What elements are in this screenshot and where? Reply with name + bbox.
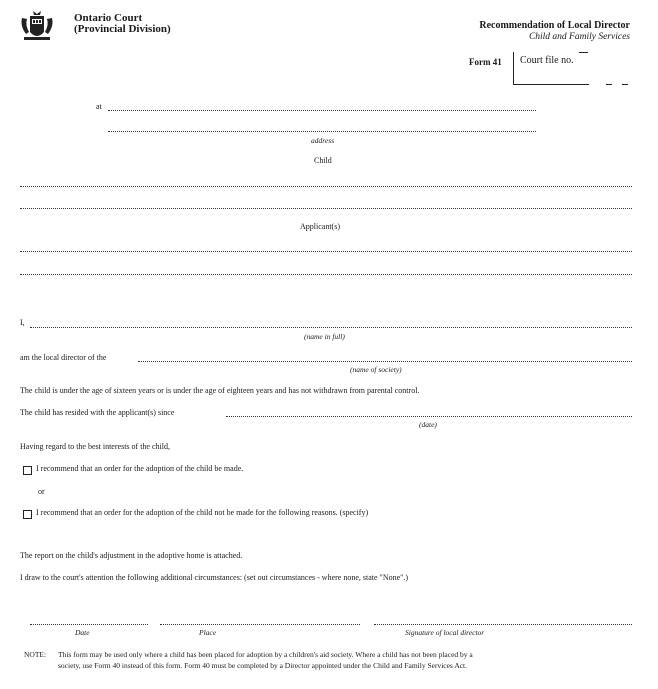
option-recommend: I recommend that an order for the adoption of the child be made. — [36, 464, 244, 473]
child-name-line-1[interactable] — [20, 186, 632, 187]
applicant-name-line-1[interactable] — [20, 251, 632, 252]
address-label: address — [311, 136, 335, 145]
court-file-tick — [579, 52, 588, 53]
name-of-society-label: (name of society) — [350, 365, 402, 374]
applicant-name-line-2[interactable] — [20, 274, 632, 275]
director-name-line[interactable] — [30, 327, 632, 328]
child-name-line-2[interactable] — [20, 208, 632, 209]
signature-label: Signature of local director — [405, 628, 485, 637]
ontario-coat-of-arms-icon — [18, 10, 56, 44]
court-file-tick — [545, 84, 553, 85]
place-sig-label: Place — [199, 628, 217, 637]
note-line-1: This form may be used only where a child has been placed for adoption by a children's aid society. Where a child has not been placed by a — [58, 650, 473, 659]
having-regard: Having regard to the best interests of the child, — [20, 442, 170, 451]
court-address-line-1[interactable] — [108, 110, 536, 111]
place-signature-line[interactable] — [160, 624, 360, 625]
or-label: or — [38, 487, 45, 496]
form-number: Form 41 — [469, 57, 502, 67]
not-recommend-checkbox[interactable] — [23, 510, 32, 519]
i-label: I, — [20, 318, 25, 327]
recommend-checkbox[interactable] — [23, 466, 32, 475]
society-name-line[interactable] — [138, 361, 632, 362]
name-in-full-label: (name in full) — [304, 332, 345, 341]
court-name: Ontario Court — [74, 12, 143, 24]
court-file-box[interactable] — [513, 52, 589, 85]
note-line-2: society, use Form 40 instead of this form. Form 40 must be completed by a Director appointed under the Child and Family Services Act. — [58, 661, 468, 670]
resided-prefix: The child has resided with the applicant(s) since — [20, 408, 175, 417]
local-director-prefix: am the local director of the — [20, 353, 107, 362]
report-attached: The report on the child's adjustment in the adoptive home is attached. — [20, 551, 243, 560]
applicants-label: Applicant(s) — [300, 222, 340, 231]
form-title: Recommendation of Local Director — [479, 20, 630, 31]
note-label: NOTE: — [24, 650, 47, 659]
director-signature-line[interactable] — [374, 624, 632, 625]
court-file-tick — [622, 84, 628, 85]
date-label: (date) — [419, 420, 437, 429]
date-signature-line[interactable] — [30, 624, 148, 625]
child-label: Child — [314, 156, 332, 165]
age-statement: The child is under the age of sixteen years or is under the age of eighteen years and has not withdrawn from parental control. — [20, 386, 420, 395]
at-label: at — [96, 102, 102, 111]
draw-attention: I draw to the court's attention the following additional circumstances: (set out circumstances - where none, state "None".) — [20, 573, 409, 582]
date-sig-label: Date — [75, 628, 90, 637]
option-not-recommend: I recommend that an order for the adoption of the child not be made for the following reasons. (specify) — [36, 508, 369, 517]
court-division: (Provincial Division) — [74, 23, 171, 35]
act-name: Child and Family Services — [528, 32, 630, 42]
court-address-line-2[interactable] — [108, 131, 536, 132]
court-file-label: Court file no. — [520, 55, 574, 66]
court-file-tick — [606, 84, 612, 85]
resided-since-line[interactable] — [226, 416, 632, 417]
